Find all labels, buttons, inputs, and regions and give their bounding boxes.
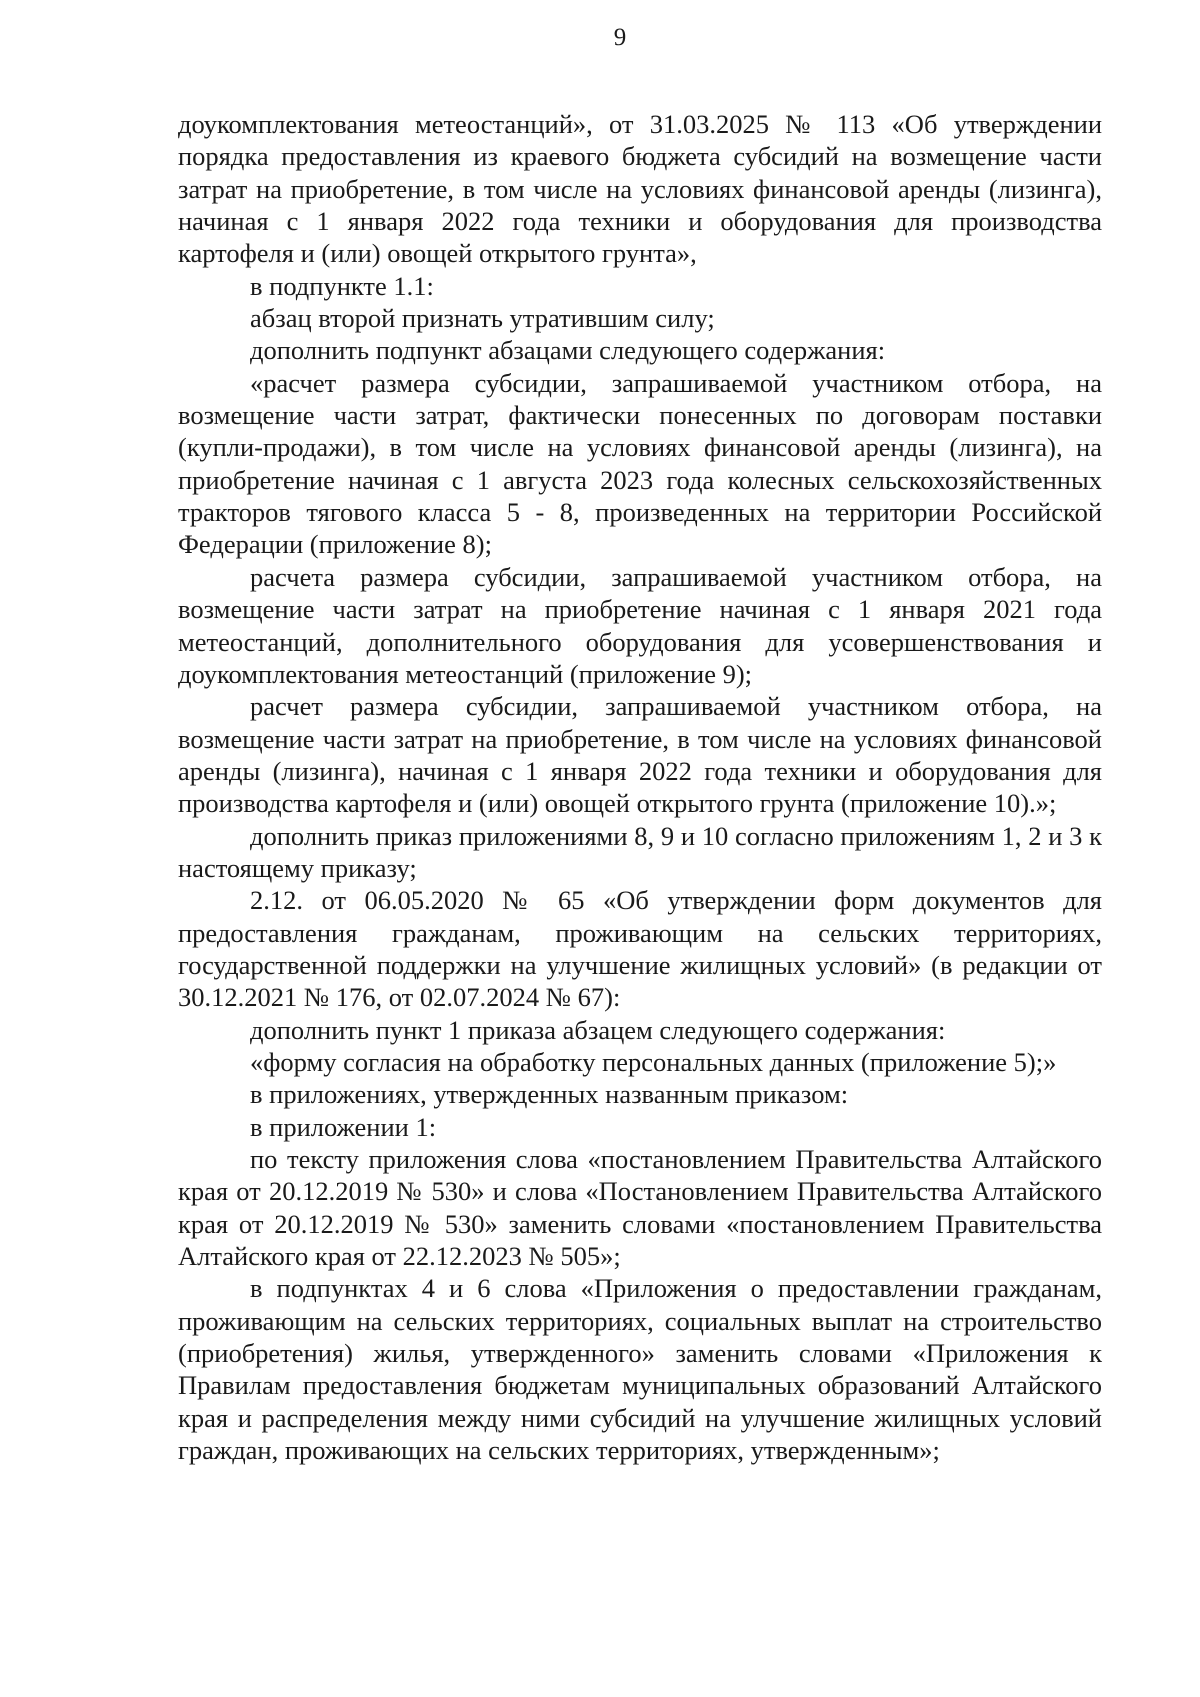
- paragraph: «расчет размера субсидии, запрашиваемой участником отбора, на возмещение части затрат, фактически понесенных по договорам поставки (купли-продажи), в том числе на условиях финансовой аренды (лизинга), на приобретение начиная с 1 августа 2023 года колесных сельскохозяйственных тракторов тягового класса 5 - 8, произведенных на территории Российской Федерации (приложение 8);: [178, 367, 1102, 560]
- paragraph: дополнить приказ приложениями 8, 9 и 10 согласно приложениям 1, 2 и 3 к настоящему приказу;: [178, 820, 1102, 883]
- paragraph: в приложениях, утвержденных названным приказом:: [250, 1079, 849, 1110]
- paragraph: в подпункте 1.1:: [250, 270, 434, 301]
- paragraph: абзац второй признать утратившим силу;: [250, 303, 715, 334]
- paragraph: «форму согласия на обработку персональных данных (приложение 5);»: [250, 1046, 1057, 1077]
- paragraph: дополнить пункт 1 приказа абзацем следующего содержания:: [250, 1014, 946, 1045]
- paragraph: в приложении 1:: [250, 1111, 437, 1142]
- page-number: 9: [613, 24, 627, 51]
- document-body: [178, 108, 1102, 1466]
- paragraph: в подпунктах 4 и 6 слова «Приложения о предоставлении гражданам, проживающим на сельских территориях, социальных выплат на строительство (приобретения) жилья, утвержденного» заменить словами «Приложения к Правилам предоставления бюджетам муниципальных образований Алтайского края и распределения между ними субсидий на улучшение жилищных условий граждан, проживающих на сельских территориях, утвержденным»;: [178, 1273, 1102, 1466]
- paragraph: дополнить подпункт абзацами следующего содержания:: [250, 335, 886, 366]
- paragraph: доукомплектования метеостанций», от 31.03.2025 № 113 «Об утверждении порядка предоставления из краевого бюджета субсидий на возмещение части затрат на приобретение, в том числе на условиях финансовой аренды (лизинга), начиная с 1 января 2022 года техники и оборудования для производства картофеля и (или) овощей открытого грунта»,: [178, 109, 1102, 269]
- paragraph: 2.12. от 06.05.2020 № 65 «Об утверждении форм документов для предоставления гражданам, проживающим на сельских территориях, государственной поддержки на улучшение жилищных условий» (в редакции от 30.12.2021 № 176, от 02.07.2024 № 67):: [178, 885, 1102, 1013]
- paragraph: по тексту приложения слова «постановлением Правительства Алтайского края от 20.12.2019 № 530» и слова «Постановлением Правительства Алтайского края от 20.12.2019 № 530» заменить словами «постановлением Правительства Алтайского края от 22.12.2023 № 505»;: [178, 1144, 1102, 1272]
- paragraph: расчет размера субсидии, запрашиваемой участником отбора, на возмещение части затрат на приобретение, в том числе на условиях финансовой аренды (лизинга), начиная с 1 января 2022 года техники и оборудования для производства картофеля и (или) овощей открытого грунта (приложение 10).»;: [178, 691, 1102, 819]
- paragraph: расчета размера субсидии, запрашиваемой участником отбора, на возмещение части затрат на приобретение начиная с 1 января 2021 года метеостанций, дополнительного оборудования для усовершенствования и доукомплектования метеостанций (приложение 9);: [178, 561, 1102, 689]
